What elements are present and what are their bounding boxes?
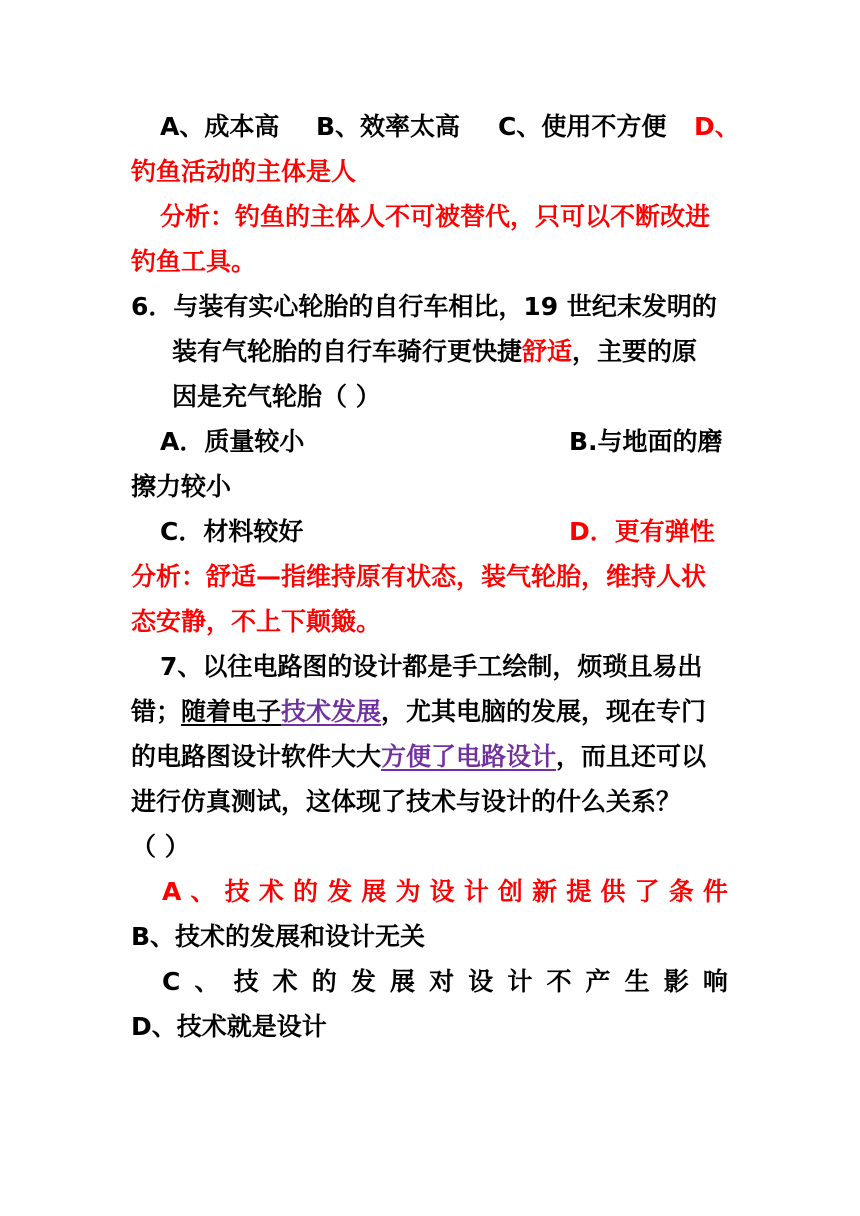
- q7-option-a-char: 新: [532, 877, 558, 906]
- q7-option-c-char: 响: [702, 967, 728, 996]
- q7-option-c-char: 生: [624, 967, 650, 996]
- q7-stem-line4: 进行仿真测试，这体现了技术与设计的什么关系？: [131, 787, 682, 816]
- q7-option-c-char: 产: [585, 967, 611, 996]
- q7-option-c-char: C: [162, 967, 181, 996]
- q7-option-c-char: 对: [429, 967, 455, 996]
- q5-options-line: [160, 111, 740, 143]
- q7-option-c-char: 技: [233, 967, 259, 996]
- q6-stem-line2-post: ，主要的原: [572, 337, 698, 366]
- q7-option-a-char: 的: [292, 877, 318, 906]
- q7-answer-blank: （ ）: [131, 832, 190, 861]
- q5-analysis-line1: 分析：钓鱼的主体人不可被替代，只可以不断改进: [160, 202, 711, 231]
- q7-underlined-keyword-2: 方便了电路设计: [381, 742, 557, 771]
- q7-option-a-char: 件: [702, 877, 728, 906]
- q7-underlined-keyword-1: 技术发展: [281, 697, 382, 726]
- q7-stem-line3-pre: 的电路图设计软件大大: [131, 742, 382, 771]
- q5-option-b: B、效率太高: [316, 112, 461, 141]
- q7-option-a-char: 供: [600, 877, 626, 906]
- q6-stem-keyword: 舒适: [522, 337, 573, 366]
- q7-underlined-text: 随着电子: [181, 697, 282, 726]
- q7-option-a-char: 发: [327, 877, 353, 906]
- q7-option-c-char: 展: [390, 967, 416, 996]
- q7-option-c-char: 影: [663, 967, 689, 996]
- q7-stem-line3: [131, 741, 706, 773]
- q7-option-a-char: 条: [668, 877, 694, 906]
- q7-option-b: B、技术的发展和设计无关: [131, 922, 426, 951]
- q7-option-a-char: 术: [258, 877, 284, 906]
- q7-option-c-char: 计: [507, 967, 533, 996]
- q7-option-a-char: 技: [224, 877, 250, 906]
- q5-option-a: A、成本高: [160, 112, 280, 141]
- q6-stem-line2-pre: 装有气轮胎的自行车骑行更快捷: [172, 337, 523, 366]
- q7-option-c: [162, 966, 728, 998]
- q6-option-b-tail: 擦力较小: [131, 472, 232, 501]
- q5-option-d-tail: 钓鱼活动的主体是人: [131, 157, 357, 186]
- q6-stem-line1: 6．与装有实心轮胎的自行车相比，19 世纪末发明的: [131, 292, 717, 321]
- q7-option-a-char: A: [162, 877, 182, 906]
- q6-option-a: A．质量较小: [160, 427, 305, 456]
- q6-option-b-head: B.与地面的磨: [569, 427, 723, 456]
- q7-option-c-char: 不: [546, 967, 572, 996]
- q7-option-d: D、技术就是设计: [131, 1012, 327, 1041]
- q7-option-c-char: 设: [468, 967, 494, 996]
- q6-analysis-line2: 态安静，不上下颠簸。: [131, 607, 382, 636]
- q7-stem-line2-post: ，尤其电脑的发展，现在专门: [381, 697, 707, 726]
- q7-stem-line2: [131, 696, 706, 728]
- q7-option-a-char: 了: [634, 877, 660, 906]
- q7-stem-line3-post: ，而且还可以: [556, 742, 707, 771]
- q5-analysis-line2: 钓鱼工具。: [131, 247, 257, 276]
- q7-option-a-char: 展: [361, 877, 387, 906]
- q7-stem-line1: 7、以往电路图的设计都是手工绘制，烦琐且易出: [160, 652, 703, 681]
- q6-stem-line2: [172, 336, 697, 368]
- q7-option-c-char: 发: [350, 967, 376, 996]
- q7-option-a-char: 计: [463, 877, 489, 906]
- q7-option-a-char: 、: [190, 877, 216, 906]
- q6-analysis-line1: 分析：舒适—指维持原有状态，装气轮胎，维持人状: [131, 562, 707, 591]
- q7-option-c-char: 、: [194, 967, 220, 996]
- q5-option-d-head: D、: [694, 112, 740, 141]
- q6-stem-line3: 因是充气轮胎（ ）: [172, 382, 381, 411]
- q7-option-a-char: 设: [429, 877, 455, 906]
- q7-option-a: [162, 876, 728, 908]
- q7-option-c-char: 的: [311, 967, 337, 996]
- q6-option-d: D．更有弹性: [569, 517, 715, 546]
- q6-option-c: C．材料较好: [160, 517, 304, 546]
- q5-option-c: C、使用不方便: [498, 112, 667, 141]
- q7-option-c-char: 术: [272, 967, 298, 996]
- q7-stem-line2-pre: 错；: [131, 697, 182, 726]
- q7-option-a-char: 为: [395, 877, 421, 906]
- q7-option-a-char: 创: [497, 877, 523, 906]
- q7-option-a-char: 提: [566, 877, 592, 906]
